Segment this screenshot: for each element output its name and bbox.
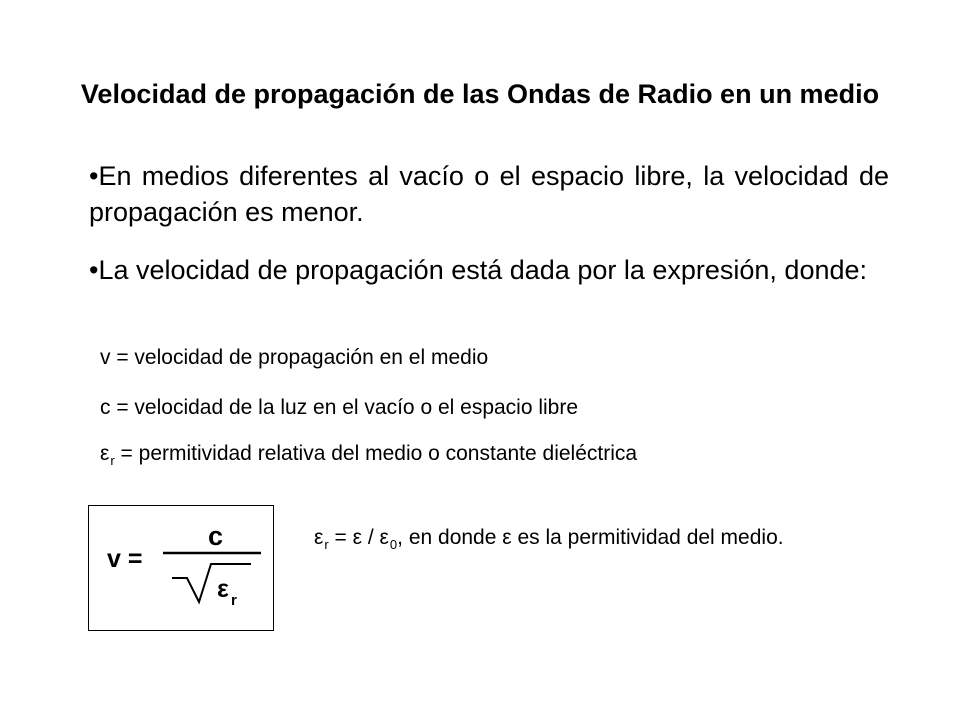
note-equals: =: [328, 526, 353, 549]
formula-denominator-subscript: r: [231, 592, 237, 609]
note-sub-0: 0: [389, 537, 398, 552]
bullet-vacuum-speed: •En medios diferentes al vacío o el espacio libre, la velocidad de propagación es menor.: [89, 161, 889, 227]
slide-title: Velocidad de propagación de las Ondas de Radio en un medio: [80, 79, 880, 109]
formula-lhs: v =: [107, 545, 143, 573]
definition-epsilon-text: = permitividad relativa del medio o constante dieléctrica: [114, 442, 638, 465]
bullet-expression: •La velocidad de propagación está dada por la expresión, donde:: [89, 255, 868, 285]
formula-box: [88, 505, 274, 631]
velocity-formula: [89, 506, 275, 632]
permittivity-note: [314, 525, 784, 553]
formula-denominator-epsilon: ε: [217, 575, 229, 603]
note-slash: /: [362, 526, 380, 549]
note-text-permitividad: es la permitividad del medio.: [511, 526, 784, 549]
definition-c: c = velocidad de la luz en el vacío o el espacio libre: [100, 396, 579, 419]
formula-numerator: c: [208, 521, 224, 551]
epsilon-subscript: r: [110, 453, 115, 468]
note-epsilon-medium: ε: [502, 526, 512, 549]
note-text-en-donde: , en donde: [397, 526, 503, 549]
note-epsilon-r: ε: [314, 526, 324, 549]
note-epsilon: ε: [352, 526, 363, 549]
definition-epsilon-r: [100, 441, 637, 469]
epsilon-symbol: ε: [100, 442, 110, 465]
note-epsilon-0: ε: [379, 526, 389, 549]
definition-v: v = velocidad de propagación en el medio: [100, 346, 489, 369]
square-root-sign: [172, 564, 251, 602]
note-sub-r: r: [324, 537, 329, 552]
